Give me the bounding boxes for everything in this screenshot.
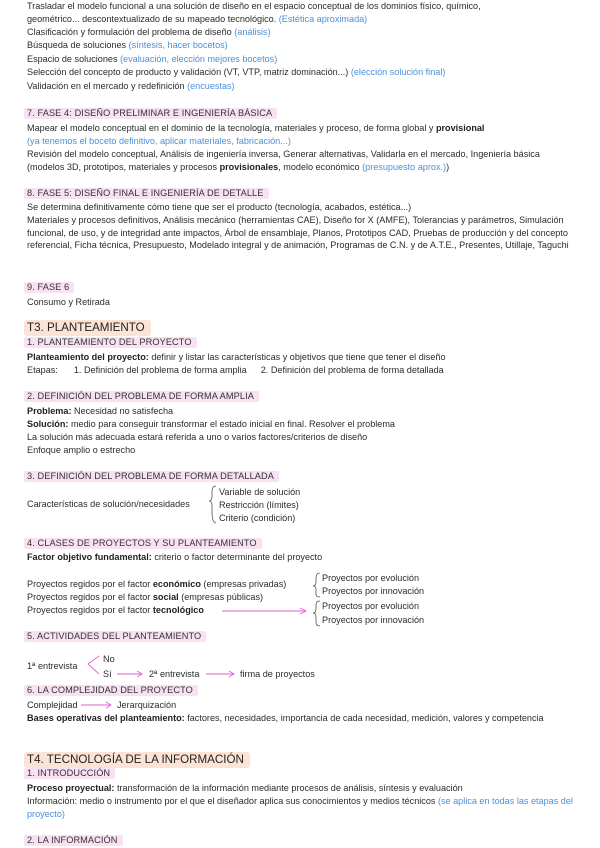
text-line: firma de proyectos (240, 669, 315, 679)
text-line: 1ª entrevista (27, 661, 78, 671)
section-heading-actividades: 5. ACTIVIDADES DEL PLANTEAMIENTO (24, 631, 206, 642)
section-heading-fase4: 7. FASE 4: DISEÑO PRELIMINAR E INGENIERÍA BÁSICA (24, 108, 277, 119)
text-line: Planteamiento del proyecto: definir y listar las características y objetivos que tiene que tener el diseño (27, 352, 446, 362)
text-line: Factor objetivo fundamental: criterio o factor determinante del proyecto (27, 552, 323, 562)
topic-title-t3: T3. PLANTEAMIENTO (24, 320, 151, 336)
text-line: geométrico... descontextualizado de su mapeado tecnológico. (Estética aproximada) (27, 14, 368, 24)
section-heading-introduccion: 1. INTRODUCCIÓN (24, 768, 115, 779)
list-item: Variable de solución (219, 487, 301, 497)
paragraph: Información: medio o instrumento por el que el diseñador aplica sus conocimientos y medios técnicos (se aplica en todas las etapas del proyecto) (27, 796, 573, 819)
text-line: Consumo y Retirada (27, 297, 110, 307)
list-item: Proyectos por evolución (322, 601, 420, 611)
text-line: Proyectos regidos por el factor tecnológico (27, 605, 204, 615)
list-item: Proyectos por innovación (322, 586, 425, 596)
text-line: Espacio de soluciones (evaluación, elección mejores bocetos) (27, 54, 278, 64)
paragraph: Materiales y procesos definitivos, Análisis mecánico (herramientas CAE), Diseño for X (AMFE), Tolerancias y parámetros, Simulación funcional, de uso, y de integridad ante impactos, Árbol de ensamblaje, Planos, Prototipos CAD, Pruebas de producción y del concepto referencial, Ficha técnica, Presupuesto, Modelado integral y de animación, Programas de C.N. y de A.T.E., Presentes, Utillaje, Taguchi (27, 215, 569, 251)
brace-icon (313, 573, 320, 597)
section-heading-clases: 4. CLASES DE PROYECTOS Y SU PLANTEAMIENTO (24, 538, 262, 549)
list-item: Criterio (condición) (219, 513, 296, 523)
section-heading-fase6: 9. FASE 6 (24, 282, 74, 293)
text-line: Etapas: 1. Definición del problema de forma amplia 2. Definición del problema de forma detallada (27, 365, 444, 375)
text-line: Proyectos regidos por el factor social (empresas públicas) (27, 592, 264, 602)
text-line: Problema: Necesidad no satisfecha (27, 406, 174, 416)
text-line: Enfoque amplio o estrecho (27, 445, 136, 455)
text-line: Se determina definitivamente cómo tiene que ser el producto (tecnología, acabados, estética...) (27, 202, 412, 212)
text-line: Características de solución/necesidades (27, 499, 190, 509)
paragraph: Bases operativas del planteamiento: factores, necesidades, importancia de cada necesidad, medición, valores y competencia (27, 713, 544, 723)
list-item: Proyectos por evolución (322, 573, 420, 583)
text-line: 2ª entrevista (149, 669, 200, 679)
brace-icon (313, 601, 320, 626)
list-item: Proyectos por innovación (322, 615, 425, 625)
text-line: Selección del concepto de producto y validación (VT, VTP, matriz dominación...) (elección solución final) (27, 67, 446, 77)
brace-icon (209, 486, 216, 523)
text-line: Complejidad (27, 700, 78, 710)
section-heading-la-informacion: 2. LA INFORMACIÓN (24, 835, 123, 846)
paragraph: Revisión del modelo conceptual, Análisis de ingeniería inversa, Generar alternativas, Validarla en el mercado, Ingeniería básica (modelos 3D, prototipos, materiales y procesos provisionales, modelo económico (presupuesto aprox.)) (27, 149, 540, 172)
section-heading-fase5: 8. FASE 5: DISEÑO FINAL E INGENIERÍA DE DETALLE (24, 188, 269, 199)
text-line: Solución: medio para conseguir transformar el estado inicial en final. Resolver el problema (27, 419, 395, 429)
text-line: Mapear el modelo conceptual en el dominio de la tecnología, materiales y proceso, de forma global y provisional (27, 123, 485, 133)
text-line: La solución más adecuada estará referida a uno o varios factores/criterios de diseño (27, 432, 368, 442)
topic-title-t4: T4. TECNOLOGÍA DE LA INFORMACIÓN (24, 752, 250, 768)
text-line: Sí (103, 669, 112, 679)
section-heading-forma-amplia: 2. DEFINICIÓN DEL PROBLEMA DE FORMA AMPLIA (24, 391, 259, 402)
text-line: Proceso proyectual: transformación de la información mediante procesos de análisis, síntesis y evaluación (27, 783, 463, 793)
text-line: Jerarquización (117, 700, 177, 710)
text-line: Búsqueda de soluciones (síntesis, hacer bocetos) (27, 40, 228, 50)
text-line: Proyectos regidos por el factor económico (empresas privadas) (27, 579, 287, 589)
text-line: No (103, 654, 115, 664)
section-heading-complejidad: 6. LA COMPLEJIDAD DEL PROYECTO (24, 685, 198, 696)
list-item: Restricción (límites) (219, 500, 299, 510)
chevron-left-icon (88, 656, 99, 674)
text-line: Validación en el mercado y redefinición (encuestas) (27, 81, 235, 91)
section-heading-forma-detallada: 3. DEFINICIÓN DEL PROBLEMA DE FORMA DETALLADA (24, 471, 279, 482)
text-line: Clasificación y formulación del problema de diseño (análisis) (27, 27, 271, 37)
section-heading-planteamiento: 1. PLANTEAMIENTO DEL PROYECTO (24, 337, 197, 348)
text-line: Trasladar el modelo funcional a una solución de diseño en el espacio conceptual de los dominios físico, químico, (27, 1, 481, 11)
text-line: (ya tenemos el boceto definitivo, aplicar materiales, fabricación...) (27, 136, 291, 146)
